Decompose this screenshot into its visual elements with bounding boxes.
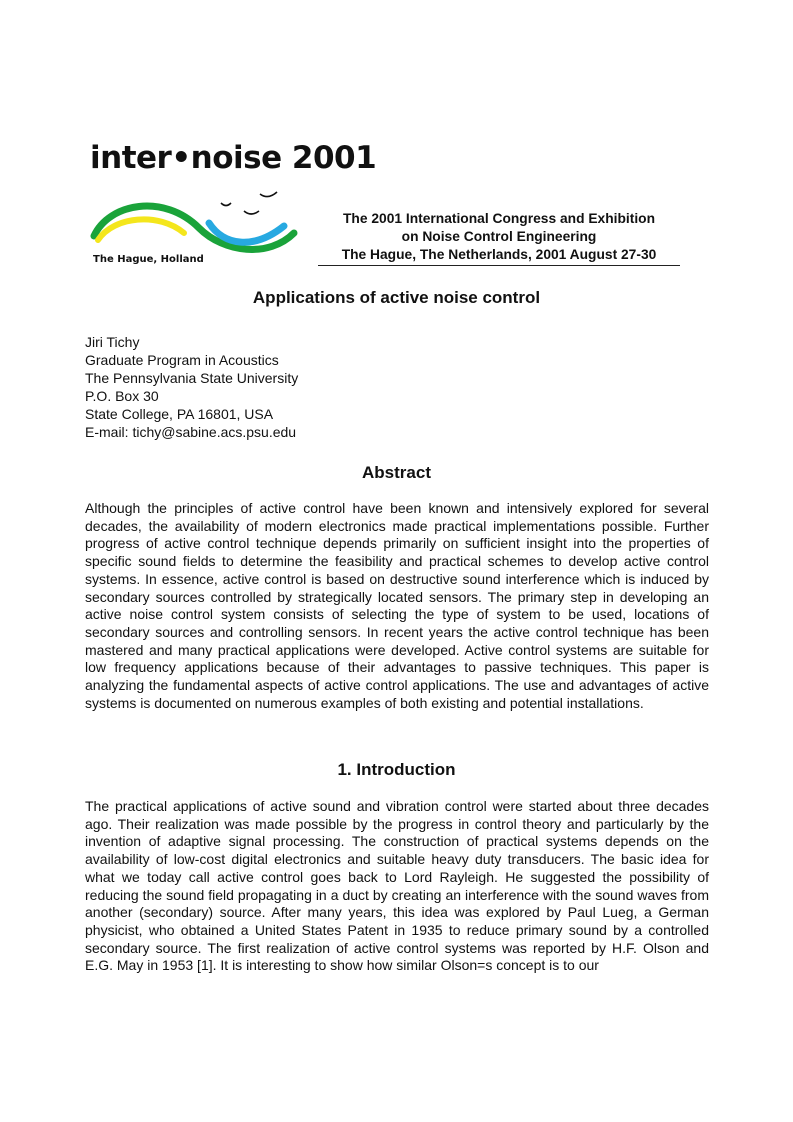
introduction-text: The practical applications of active sound and vibration control were started about three decades ago. Their realization was made possible by the progress in control theory and particularly by the invention of adaptive signal processing. The construction of practical systems depends on the availability of low-cost digital electronics and suitable heavy duty transducers. The basic idea for what we today call active control goes back to Lord Rayleigh. He suggested the possibility of reducing the sound field propagating in a duct by creating an interference with the sound waves from another (secondary) source. After many years, this idea was explored by Paul Lueg, a German physicist, who obtained a United States Patent in 1935 to reduce primary sound by a controlled secondary source. The first realization of active control systems was reported by H.F. Olson and E.G. May in 1953 [1]. It is interesting to show how similar Olson=s concept is to our <box>85 798 709 974</box>
logo-smile-mark <box>244 211 259 214</box>
paper-title: Applications of active noise control <box>252 288 541 307</box>
introduction-heading: 1. Introduction <box>337 760 456 779</box>
author-university: The Pennsylvania State University <box>85 370 299 386</box>
conference-line-2: on Noise Control Engineering <box>401 229 597 244</box>
header-divider <box>318 265 680 266</box>
author-program: Graduate Program in Acoustics <box>85 352 279 368</box>
conference-logo-wordmark: inter•noise 2001 <box>90 140 377 176</box>
author-city: State College, PA 16801, USA <box>85 406 274 422</box>
conference-location-label: The Hague, Holland <box>93 254 204 265</box>
abstract-text: Although the principles of active control have been known and intensively explored for several decades, the availability of modern electronics made practical implementations possible. Further progress of active control technique depends primarily on sufficient insight into the properties of specific sound fields to determine the feasibility and practical schemes to develop active control systems. In essence, active control is based on destructive sound interference which is induced by secondary sources controlled by strategically located sensors. The primary step in developing an active noise control system consists of selecting the type of system to be used, locations of secondary sources and controlling sensors. In recent years the active control technique has been mastered and many practical applications were developed. Active control systems are suitable for low frequency applications because of their advantages to passive techniques. This paper is analyzing the fundamental aspects of active control applications. The use and advantages of active systems is documented on numerous examples of both existing and potential installations. <box>85 500 709 711</box>
conference-line-3: The Hague, The Netherlands, 2001 August 27-30 <box>341 247 657 262</box>
author-po-box: P.O. Box 30 <box>85 388 159 404</box>
abstract-heading: Abstract <box>362 463 431 482</box>
conference-line-1: The 2001 International Congress and Exhibition <box>342 211 656 226</box>
logo-green-wave <box>94 206 294 249</box>
logo-smile-mark <box>260 192 277 197</box>
logo-smile-mark <box>221 203 231 206</box>
author-email: E-mail: tichy@sabine.acs.psu.edu <box>85 424 297 440</box>
logo-yellow-wave <box>98 219 184 240</box>
conference-header <box>318 210 680 264</box>
author-block <box>85 333 298 441</box>
author-name: Jiri Tichy <box>85 334 140 350</box>
